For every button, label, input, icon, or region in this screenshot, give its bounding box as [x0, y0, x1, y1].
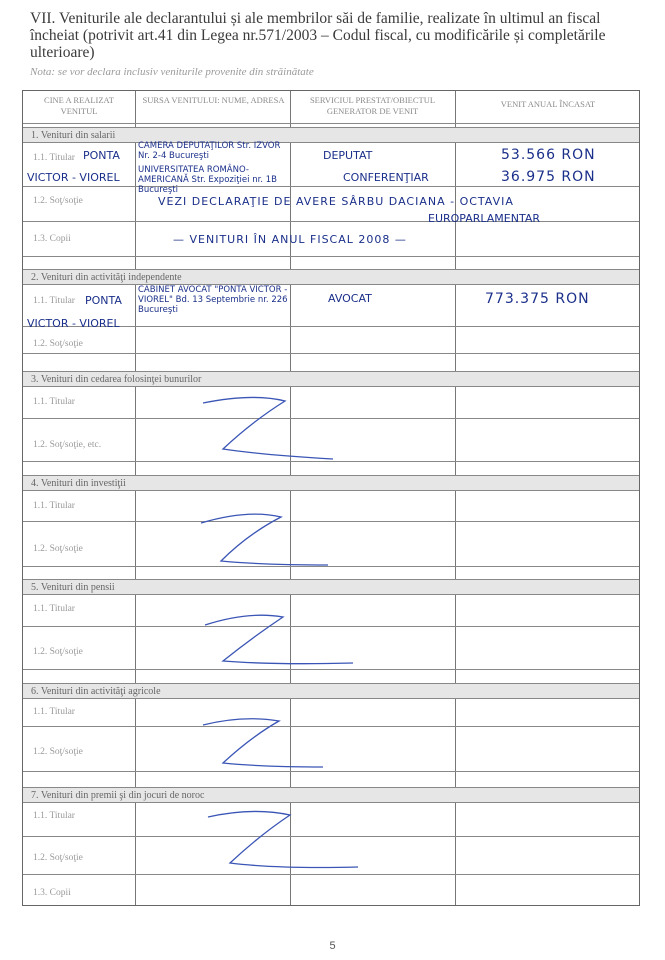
section-title: 6. Venituri din activităţi agricole — [31, 686, 161, 697]
row-label-titular: 1.1. Titular — [33, 707, 75, 717]
row-label-titular: 1.1. Titular — [33, 811, 75, 821]
hw-titular-name: PONTA — [83, 149, 120, 162]
section-title: 4. Venituri din investiţii — [31, 478, 126, 489]
row-label-sot: 1.2. Soţ/soţie — [33, 339, 83, 349]
row-label-sot: 1.2. Soţ/soţie — [33, 853, 83, 863]
hw-titular-name: VICTOR - VIOREL — [27, 171, 120, 184]
section-band — [23, 683, 639, 699]
row-label-sot: 1.2. Soţ/soţie, etc. — [33, 440, 102, 450]
section-band — [23, 371, 639, 387]
hw-titular-name: PONTA — [85, 294, 122, 307]
section-title: 3. Venituri din cedarea folosinţei bunurilor — [31, 374, 202, 385]
row-label-copii: 1.3. Copii — [33, 888, 71, 898]
section-band — [23, 475, 639, 491]
z-strike-mark — [193, 499, 353, 579]
z-strike-mark — [193, 603, 373, 683]
hw-year-note: — VENITURI ÎN ANUL FISCAL 2008 — — [173, 233, 407, 246]
header-service: SERVICIUL PRESTAT/OBIECTUL GENERATOR DE VENIT — [309, 95, 436, 116]
hw-income: 773.375 RON — [485, 291, 590, 307]
row-label-copii: 1.3. Copii — [33, 234, 71, 244]
row-label-titular: 1.1. Titular — [33, 153, 75, 163]
section-title: 5. Venituri din pensii — [31, 582, 115, 593]
row-label-titular: 1.1. Titular — [33, 296, 75, 306]
row-line — [23, 186, 639, 187]
header-who: CINE A REALIZAT VENITUL — [44, 95, 114, 116]
section-title: 7. Venituri din premii şi din jocuri de noroc — [31, 790, 205, 801]
row-line — [23, 353, 639, 354]
hw-source: CAMERA DEPUTAŢILOR Str. IZVOR Nr. 2-4 Bucureşti — [138, 141, 281, 161]
row-line — [23, 256, 639, 257]
row-label-titular: 1.1. Titular — [33, 397, 75, 407]
row-label-sot: 1.2. Soţ/soţie — [33, 544, 83, 554]
hw-service: CONFERENŢIAR — [343, 171, 429, 184]
page-number: 5 — [329, 940, 336, 952]
hw-source: CABINET AVOCAT "PONTA VICTOR - VIOREL" Bd. 13 Septembrie nr. 226 Bucureşti — [138, 285, 288, 315]
row-label-sot: 1.2. Soţ/soţie — [33, 747, 83, 757]
hw-titular-name: VICTOR - VIOREL — [27, 317, 120, 330]
z-strike-mark — [198, 803, 378, 883]
section-band — [23, 127, 639, 143]
hw-service: DEPUTAT — [323, 149, 373, 162]
section-band — [23, 787, 639, 803]
header-line — [23, 123, 639, 124]
section-note: Nota: se vor declara inclusiv veniturile provenite din străinătate — [30, 66, 314, 78]
hw-sot-note: VEZI DECLARAŢIE DE AVERE SÂRBU DACIANA - OCTAVIA — [158, 195, 514, 208]
row-line — [23, 221, 639, 222]
hw-income: 53.566 RON — [501, 147, 596, 163]
z-strike-mark — [193, 703, 353, 783]
header-source: SURSA VENITULUI: NUME, ADRESA — [142, 95, 285, 105]
row-label-sot: 1.2. Soţ/soţie — [33, 196, 83, 206]
hw-source: UNIVERSITATEA ROMÂNO-AMERICANĂ Str. Expoziţiei nr. 1B Bucureşti — [138, 165, 277, 195]
z-strike-mark — [193, 391, 353, 471]
section-band — [23, 269, 639, 285]
header-income: VENIT ANUAL ÎNCASAT — [500, 99, 596, 109]
hw-service: AVOCAT — [328, 292, 372, 305]
section-heading: VII. Veniturile ale declarantului și ale membrilor săi de familie, realizate în ultimul an fiscal încheiat (potrivit art.41 din Legea nr.571/2003 – Codul fiscal, cu modificările și completările ulterioare) — [30, 10, 606, 61]
hw-income: 36.975 RON — [501, 169, 596, 185]
section-title: 2. Venituri din activităţi independente — [31, 272, 182, 283]
income-table — [22, 90, 640, 906]
column-divider — [135, 91, 136, 905]
row-label-sot: 1.2. Soţ/soţie — [33, 647, 83, 657]
section-title: 1. Venituri din salarii — [31, 130, 116, 141]
section-band — [23, 579, 639, 595]
row-label-titular: 1.1. Titular — [33, 501, 75, 511]
row-label-titular: 1.1. Titular — [33, 604, 75, 614]
hw-sot-note: EUROPARLAMENTAR — [428, 212, 541, 225]
